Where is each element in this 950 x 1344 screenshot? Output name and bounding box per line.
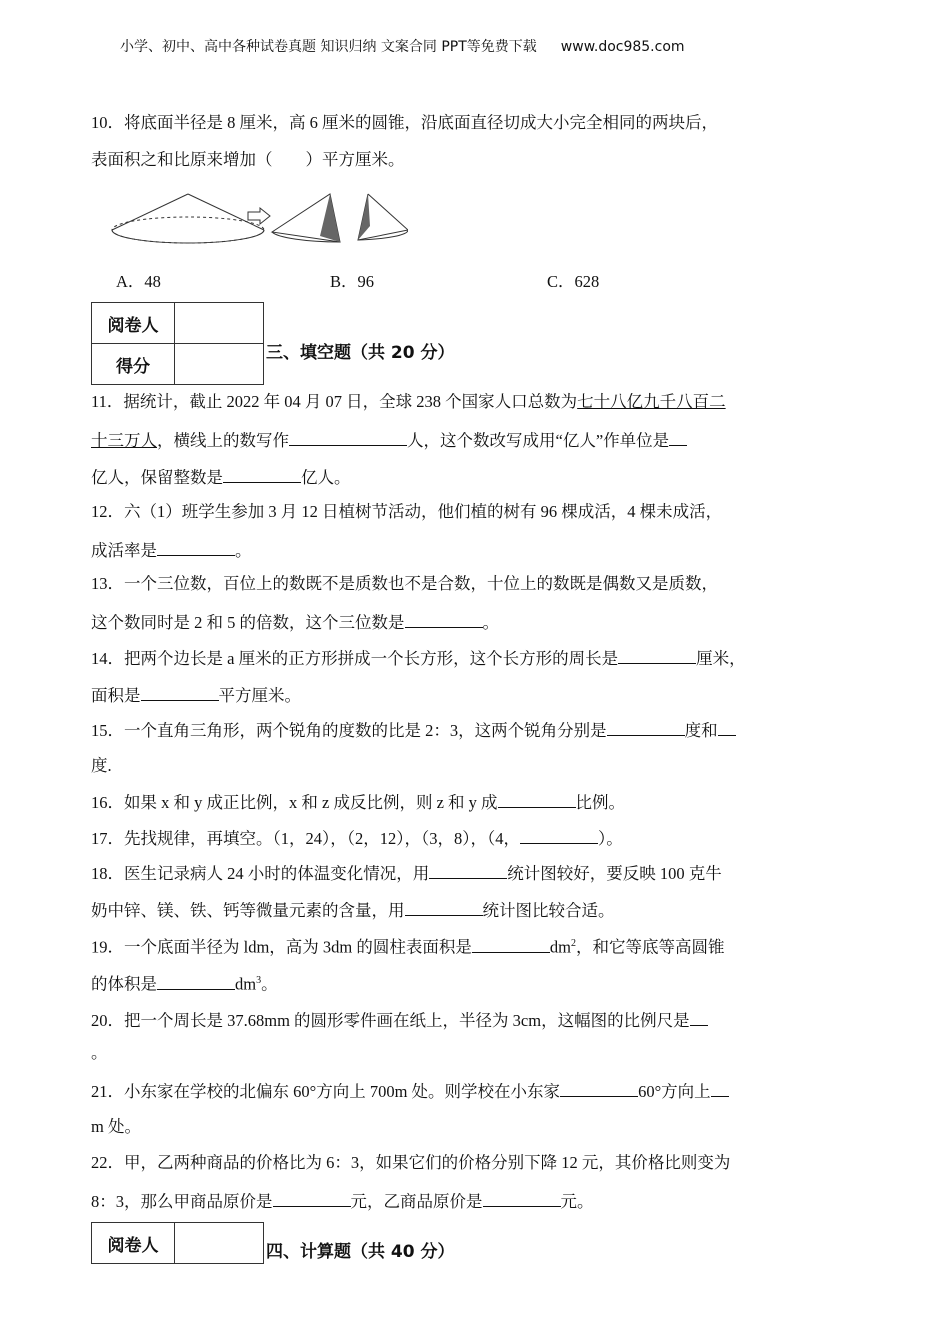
score-box-section4	[91, 1222, 264, 1264]
q12-line2: 成活率是 。	[91, 541, 252, 560]
reviewer-label: 阅卷人	[92, 303, 175, 344]
q15-blank-1[interactable]	[607, 719, 685, 736]
reviewer-label-2: 阅卷人	[92, 1223, 175, 1264]
score-box	[91, 302, 264, 385]
q13-line2: 这个数同时是 2 和 5 的倍数，这个三位数是 。	[91, 613, 499, 632]
q13-line1: 13．一个三位数，百位上的数既不是质数也不是合数，十位上的数既是偶数又是质数，	[91, 574, 718, 593]
q10-line2: 表面积之和比原来增加（ ）平方厘米。	[91, 150, 405, 169]
q16-blank[interactable]	[498, 791, 576, 808]
reviewer-cell-2[interactable]	[175, 1223, 264, 1264]
header-text: 小学、初中、高中各种试卷真题 知识归纳 文案合同 PPT等免费下载	[120, 39, 537, 55]
q11-blank-3[interactable]	[223, 466, 301, 483]
score-label: 得分	[92, 344, 175, 385]
score-cell[interactable]	[175, 344, 264, 385]
q18-blank-1[interactable]	[429, 862, 507, 879]
q10-option-a[interactable]: A．48	[116, 272, 161, 291]
q17-blank[interactable]	[520, 827, 598, 844]
q11-blank-2[interactable]	[669, 429, 687, 446]
q21-blank-2[interactable]	[711, 1080, 729, 1097]
reviewer-cell[interactable]	[175, 303, 264, 344]
q14-blank-1[interactable]	[618, 647, 696, 664]
q21-line2: m 处。	[91, 1117, 141, 1136]
header-url[interactable]: www.doc985.com	[560, 39, 685, 55]
q11-line1: 11．据统计，截止 2022 年 04 月 07 日，全球 238 个国家人口总数为七十八亿九千八百二	[91, 392, 726, 411]
q20-line2: 。	[91, 1043, 108, 1062]
q11-underlined-number: 七十八亿九千八百二	[577, 392, 726, 411]
q11-line3: 亿人，保留整数是 亿人。	[91, 468, 351, 487]
page-header	[120, 36, 685, 56]
q14-line1: 14．把两个边长是 a 厘米的正方形拼成一个长方形，这个长方形的周长是 厘米，	[91, 649, 746, 668]
q10-option-b[interactable]: B．96	[330, 272, 375, 291]
q22-blank-2[interactable]	[483, 1190, 561, 1207]
q19-line2: 的体积是 $dm^3$。	[91, 974, 278, 994]
left-half-cone	[272, 194, 340, 242]
q21-line1: 21．小东家在学校的北偏东 60°方向上 700m 处。则学校在小东家 60°方向上	[91, 1080, 729, 1102]
q21-blank-1[interactable]	[560, 1080, 638, 1097]
cone-diagram	[108, 190, 408, 246]
q13-blank[interactable]	[405, 611, 483, 628]
q17-line: 17．先找规律，再填空。（1，24），（2，12），（3，8），（4， ）。	[91, 829, 623, 848]
q19-line1: 19．一个底面半径为 ldm，高为 3dm 的圆柱表面积是 $dm^2$，和它等底等高圆锥	[91, 937, 725, 957]
section3-title: 三、填空题（共 20 分）	[266, 343, 455, 363]
q18-line2: 奶中锌、镁、铁、钙等微量元素的含量，用 统计图比较合适。	[91, 901, 615, 920]
q15-blank-2[interactable]	[718, 719, 736, 736]
q22-line1: 22．甲，乙两种商品的价格比为 6：3，如果它们的价格分别下降 12 元，其价格比则变为	[91, 1153, 731, 1172]
q10-option-c[interactable]: C．628	[547, 272, 600, 291]
q19-blank-2[interactable]	[157, 973, 235, 990]
q12-line1: 12．六（1）班学生参加 3 月 12 日植树节活动，他们植的树有 96 棵成活，4 棵未成活，	[91, 502, 723, 521]
section4-title: 四、计算题（共 40 分）	[266, 1242, 455, 1262]
arrow-icon	[248, 208, 270, 224]
right-half-cone	[358, 194, 408, 240]
q11-blank-1[interactable]	[289, 429, 407, 446]
q22-blank-1[interactable]	[273, 1190, 351, 1207]
q12-blank[interactable]	[157, 539, 235, 556]
q14-blank-2[interactable]	[141, 684, 219, 701]
q20-line1: 20．把一个周长是 37.68mm 的圆形零件画在纸上，半径为 3cm，这幅图的比例尺是	[91, 1009, 708, 1031]
q18-line1: 18．医生记录病人 24 小时的体温变化情况，用 统计图较好，要反映 100 克牛	[91, 864, 722, 883]
q15-line2: 度.	[91, 756, 112, 775]
full-cone	[112, 194, 264, 243]
q14-line2: 面积是 平方厘米。	[91, 686, 301, 705]
q19-blank-1[interactable]	[472, 936, 550, 953]
q20-blank[interactable]	[690, 1009, 708, 1026]
q16-line: 16．如果 x 和 y 成正比例，x 和 z 成反比例，则 z 和 y 成 比例。	[91, 793, 626, 812]
q22-line2: 8：3，那么甲商品原价是 元，乙商品原价是 元。	[91, 1192, 594, 1211]
q11-line2: 十三万人，横线上的数写作 人，这个数改写成用“亿人”作单位是	[91, 429, 687, 451]
q18-blank-2[interactable]	[405, 899, 483, 916]
q10-line1: 10．将底面半径是 8 厘米，高 6 厘米的圆锥，沿底面直径切成大小完全相同的两块后，	[91, 113, 718, 132]
q15-line1: 15．一个直角三角形，两个锐角的度数的比是 2：3，这两个锐角分别是 度和	[91, 719, 736, 741]
